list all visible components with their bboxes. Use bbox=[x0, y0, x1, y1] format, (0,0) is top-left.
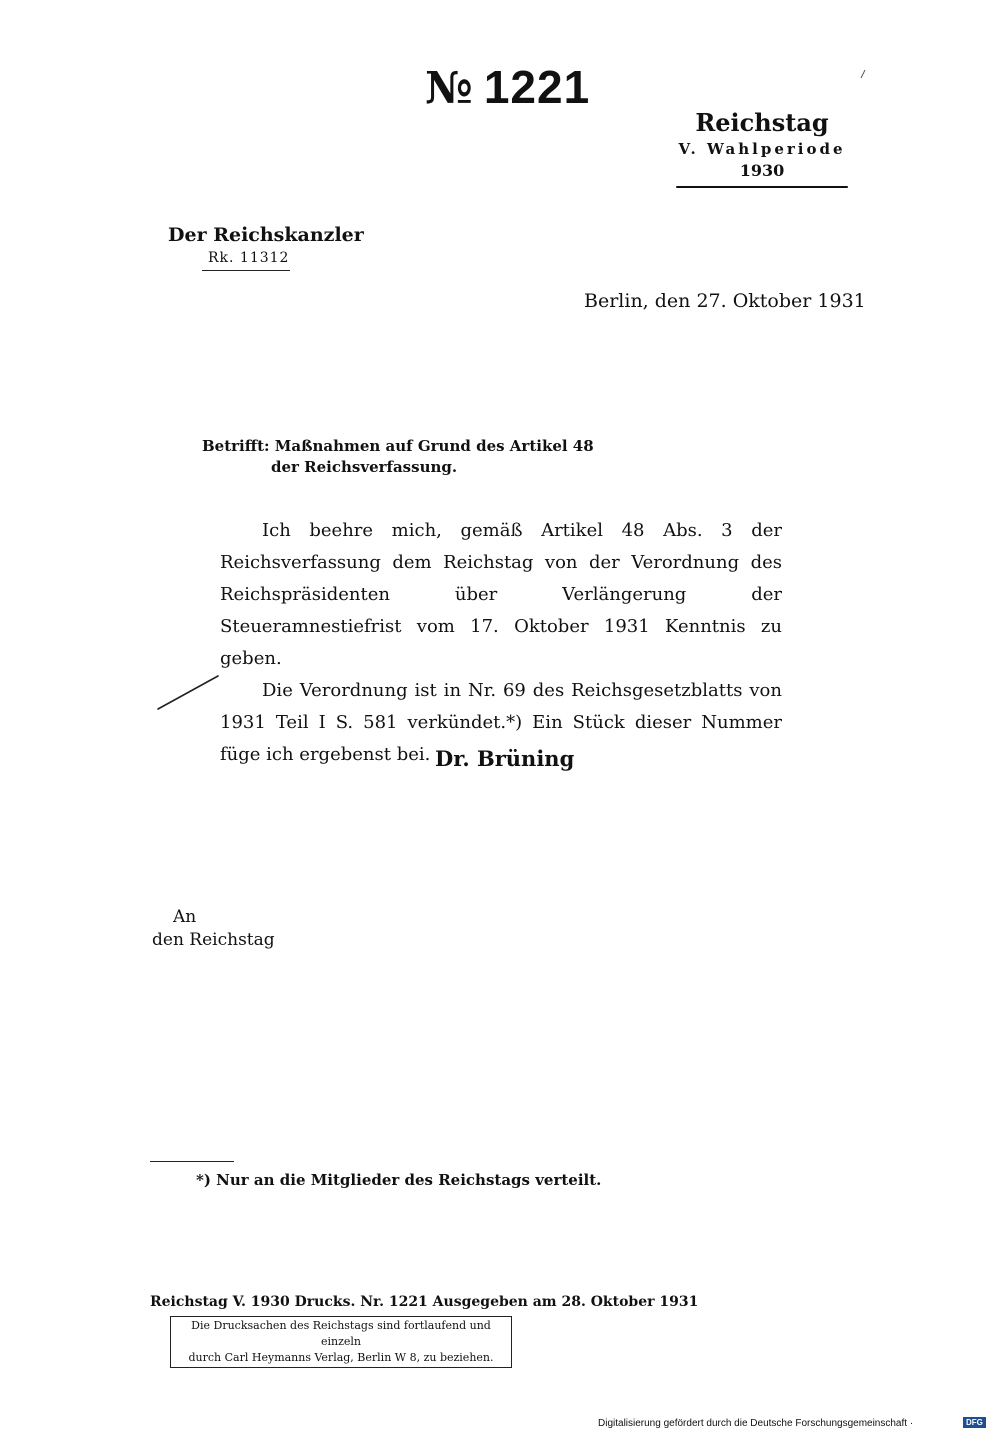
imprint-box-line-2: durch Carl Heymanns Verlag, Berlin W 8, zu beziehen. bbox=[188, 1351, 494, 1364]
digitization-credit: Digitalisierung gefördert durch die Deutsche Forschungsgemeinschaft · bbox=[598, 1418, 914, 1429]
body-paragraph-1: Ich beehre mich, gemäß Artikel 48 Abs. 3 der Reichsverfassung dem Reichstag von der Verordnung des Reichspräsidenten über Verlängerung der Steueramnestiefrist vom 17. Oktober 1931 Kenntnis zu geben. bbox=[220, 520, 782, 669]
body-paragraph-2: Die Verordnung ist in Nr. 69 des Reichsgesetzblatts von 1931 Teil I S. 581 verkündet.*) Ein Stück dieser Nummer füge ich ergebenst bei. bbox=[220, 680, 782, 765]
address-line-1: An bbox=[173, 907, 197, 927]
footnote-rule bbox=[150, 1161, 234, 1162]
footnote: *) Nur an die Mitglieder des Reichstags verteilt. bbox=[196, 1171, 602, 1189]
electoral-period: V. Wahlperiode bbox=[678, 140, 846, 158]
signature: Dr. Brüning bbox=[435, 746, 575, 771]
reference-number: Rk. 11312 bbox=[208, 250, 290, 266]
reichstag-title: Reichstag bbox=[695, 108, 829, 137]
dateline: Berlin, den 27. Oktober 1931 bbox=[584, 290, 866, 312]
sender-title: Der Reichskanzler bbox=[168, 224, 364, 246]
period-year: 1930 bbox=[739, 161, 785, 180]
imprint-box-line-1: Die Drucksachen des Reichstags sind fortlaufend und einzeln bbox=[191, 1319, 491, 1348]
number-sign: № bbox=[425, 63, 474, 114]
dfg-logo: DFG bbox=[963, 1417, 986, 1428]
subject-line: Betrifft: Maßnahmen auf Grund des Artikel 48 bbox=[202, 437, 594, 455]
address-line-2: den Reichstag bbox=[152, 930, 275, 950]
imprint-box bbox=[170, 1316, 512, 1368]
document-number-value: 1221 bbox=[483, 61, 591, 113]
subject-line-continued: der Reichsverfassung. bbox=[271, 458, 458, 476]
imprint-line: Reichstag V. 1930 Drucks. Nr. 1221 Ausgegeben am 28. Oktober 1931 bbox=[150, 1294, 699, 1310]
